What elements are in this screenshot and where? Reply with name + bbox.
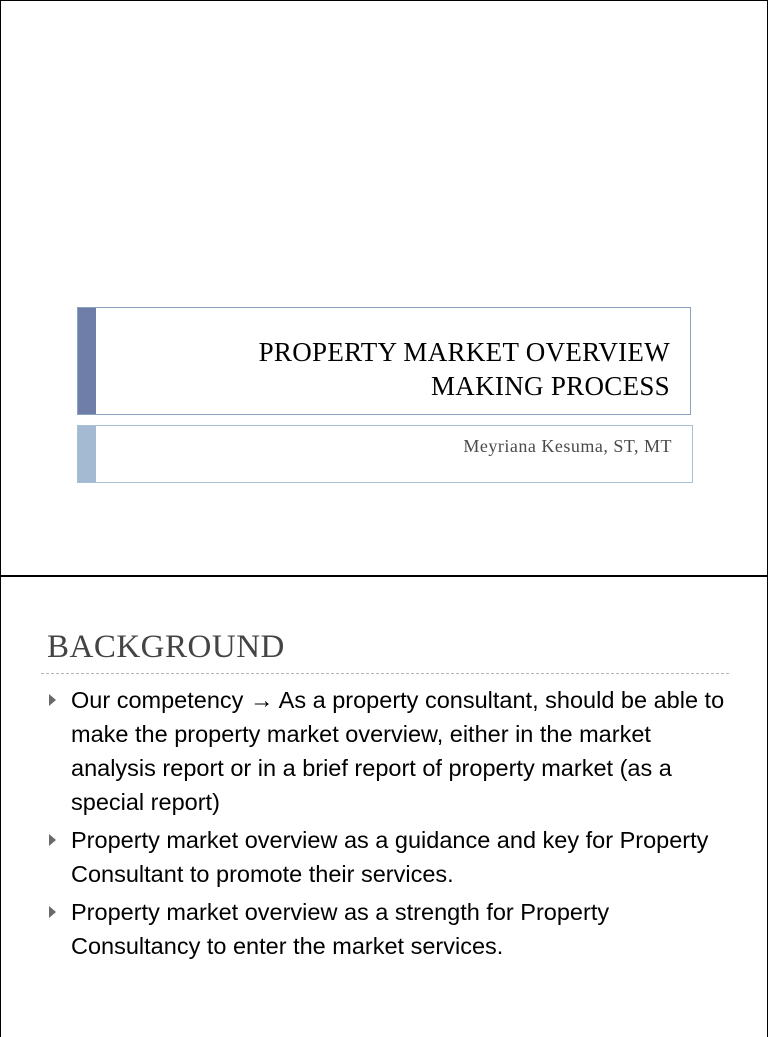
- title-line-1: PROPERTY MARKET OVERVIEW: [258, 337, 670, 367]
- bullet-item: [47, 683, 727, 819]
- title-box: [77, 307, 691, 415]
- bullet-text: Our competency → As a property consultant, should be able to make the property market overview, either in the market analysis report or in a brief report of property market (as a special report): [71, 687, 725, 815]
- section-heading: BACKGROUND: [47, 629, 285, 665]
- triangle-right-icon: [49, 834, 56, 846]
- background-slide: [0, 576, 768, 1037]
- bullet-text: Property market overview as a strength for Property Consultancy to enter the market services.: [71, 899, 610, 959]
- title-line-2: MAKING PROCESS: [431, 371, 670, 401]
- heading-divider: [41, 673, 729, 674]
- slide-subtitle: Meyriana Kesuma, ST, MT: [463, 436, 672, 456]
- bullet-item: [47, 895, 727, 963]
- subtitle-box: [77, 425, 693, 483]
- title-accent-bar: [78, 308, 96, 414]
- slide-title: [259, 335, 670, 403]
- bullet-item: [47, 823, 727, 891]
- bullet-list: [47, 683, 727, 967]
- triangle-right-icon: [49, 694, 56, 706]
- subtitle-accent-bar: [78, 426, 96, 482]
- bullet-text: Property market overview as a guidance and key for Property Consultant to promote their services.: [71, 827, 709, 887]
- triangle-right-icon: [49, 906, 56, 918]
